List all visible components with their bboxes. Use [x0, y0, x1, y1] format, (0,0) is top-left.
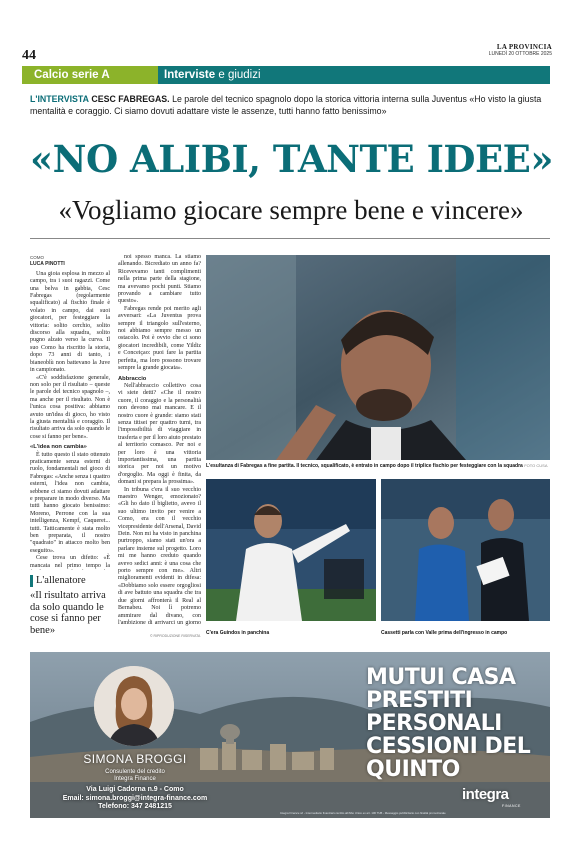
pull-quote-label: L'allenatore — [30, 575, 116, 587]
section-label: Calcio serie A — [22, 66, 158, 84]
main-photo — [206, 255, 550, 460]
section-bar — [22, 66, 550, 84]
paragraph: Cese trova un difetto: «È mancata nel primo tempo la — [30, 555, 110, 569]
pull-quote-text: «Il risultato arriva da solo quando le cose si fanno per bene» — [30, 590, 106, 636]
article-subhead: «L'idea non cambia» — [30, 444, 87, 451]
kicker-text: Le parole del tecnico spagnolo dopo la storica vittoria interna sulla Juventus «Ho visto la giusta mentalità e coraggio. Ci siamo dovuti adattare viste le assenze, tutti hanno fatto benissimo» — [30, 94, 542, 116]
section-subtitle-tail: giudizi — [227, 69, 261, 81]
byline-author: LUCA PINOTTI — [30, 261, 65, 268]
article-column-2 — [118, 254, 201, 626]
main-photo-image — [206, 255, 550, 460]
paragraph: In tribuna c'era il suo vecchio maestro Wenger, emozionato? «Gli ho dato il biglietto, avevo il suo ultimo invito per venire a Como, era con il vecchio vicepresidente dell'Arsenal, David Dein. Non mi ha visto in panchina purtroppo, siamo stati un'ora a parlare insieme sul progetto. Loro mi me hanno creduto quando avevo sedici anni: è una cosa che porto sempre con me». Altri miglioramenti evidenti in difesa: «Dobbiamo solo essere orgogliosi di ave battuto una squadra che tra due giorni affronterà il Real al Bernabeu. Noi lì potremo ammirare dal divano, con l'ambizione di arrivarci un giorno — [118, 486, 201, 626]
paragraph: Una gioia esplosa in mezzo al campo, tra i suoi ragazzi. Come una belva in gabbia, Cesc Fabregas (regolarmente squalificato) al fischio finale è volato in campo, dai suoi giocatori, per festeggiare la vittoria: solito cerchio, solito discorso alla squadra, solito pugno alzato verso la curva. Il suo Como ha riscritto la storia, dopo 73 anni di tanto, i bianeoblù non battevano la Juve in campionato. — [30, 270, 110, 374]
section-subtitle-bold: Interviste — [164, 69, 216, 81]
copyright-note: © RIPRODUZIONE RISERVATA — [150, 634, 201, 638]
consultant-email[interactable]: Email: simona.broggi@integra-finance.com — [62, 794, 208, 802]
kicker-tag: L'INTERVISTA — [30, 94, 89, 104]
consultant-name: SIMONA BROGGI — [83, 752, 187, 766]
consultant-address: Via Luigi Cadorna n.9 - Como — [86, 786, 184, 793]
consultant-portrait — [94, 666, 174, 746]
photo-cassetti-image — [381, 479, 550, 621]
kicker-name: CESC FABREGAS. — [91, 94, 170, 104]
photo-cassetti — [381, 479, 550, 621]
subheadline: «Vogliamo giocare sempre bene e vincere» — [58, 195, 524, 225]
caption-text: C'era Guindos in panchina — [206, 630, 270, 636]
masthead-brand: LA PROVINCIA — [496, 43, 552, 51]
paragraph: «C'è soddisfazione generale, non solo per il risultato – queste le parole del tecnico spagnolo –, ma anche per il risultato. Non è l'unica cosa positiva: abbiamo avuto un'idea di gioco, ho visto la giusta mentalità e coraggio. Il risultato arriva da solo quando le cose si fanno per bene». — [30, 374, 110, 440]
integra-logo: integra — [462, 786, 509, 803]
caption-text: L'esultanza di Fabregas a fine partita. Il tecnico, squalificato, è entrato in campo dopo il triplice fischio per festeggiare con la squadra — [206, 463, 523, 469]
photo-guindos — [206, 479, 376, 621]
ad-line-loans: PRESTITI PERSONALI — [366, 688, 502, 736]
paragraph: noi spesso manca. La stiamo allenando. Bicrediato un anno fa? Ricevevamo tanti complimenti nella prima parte della stagione, ma avevamo pochi punti. Stiamo provando a cambiare tutto questo». — [118, 254, 201, 305]
paragraph: Fabregas rende poi merito agli avversari: «La Juventus prova sempre il triangolo sull'esterno, noi abbiamo sempre messo un ostacolo. Poi è ovvio che ci sono giocatori incredibili, come Yildiz e Conceiçao: puoi fare la partita perfetta, ma loro possono trovare sempre la grande giocata». — [118, 305, 201, 372]
consultant-photo — [94, 666, 174, 746]
masthead — [489, 44, 552, 57]
consultant-role-line: Consulente del credito — [105, 769, 165, 775]
pull-quote — [30, 575, 116, 636]
consultant-role — [30, 769, 240, 783]
photo-caption — [381, 630, 550, 636]
photo-caption — [206, 630, 376, 636]
masthead-date: LUNEDÌ 20 OTTOBRE 2025 — [488, 51, 552, 57]
advertisement[interactable] — [30, 652, 550, 818]
paragraph: È tutto questo il stato ottenuto praticamente senza esterni di ruolo, fondamentali nel gioco di Fabregas: «Anche senza i quattro esterni, l'idea non cambia, sebbene ci siamo dovuti adattare e preparare in modo diverso. Ma tutti hanno giocato benissimo: Moreno, Perrone con la sua intelligenza, Kempf, Caqueret... tutti. Tatticamente è stata molto ben preparata, il nostro "quadrato" in attacco molto ben eseguito». — [30, 451, 110, 554]
ad-headlines — [366, 666, 550, 781]
photo-guindos-image — [206, 479, 376, 621]
paragraph: Nell'abbraccio collettivo cosa vi siete detti? «Che il nostro cuore, il coraggio e la personalità non devono mai mancare. E il nostro cuore è grande: siamo stati senza titisei per quattro turni, tra l'impossibilità di viaggiare in trasferta e per il loro aiuto prestato al territorio comasco. Per noi e per loro è una vittoria importantissima, una partita storica per noi un motivo d'orgoglio. Ma oggi è finita, da domani si prepara la prossima». — [118, 382, 201, 486]
divider — [30, 238, 550, 239]
photo-credit: FOTO CUSA — [524, 463, 548, 468]
article-subhead: Abbraccio — [118, 375, 147, 382]
consultant-phone[interactable]: Telefono: 347 2481215 — [98, 803, 172, 810]
ad-line-mortgages: MUTUI CASA — [366, 665, 516, 690]
section-subtitle — [158, 66, 550, 84]
article-column-1 — [30, 254, 110, 570]
main-photo-caption — [206, 463, 550, 469]
ad-line-salary: CESSIONI DEL QUINTO — [366, 734, 531, 782]
caption-text: Cassetti parla con Valle prima dell'ingresso in campo — [381, 630, 508, 636]
consultant-contacts — [30, 786, 240, 812]
section-subtitle-join: e — [215, 69, 228, 81]
headline: «NO ALIBI, TANTE IDEE» — [30, 137, 554, 181]
byline-place: COMO — [30, 255, 44, 260]
page-number: 44 — [22, 48, 36, 63]
ad-legal-text: Integra Finance srl - Intermediario finanziario iscritto all'Albo Unico ex art. 106 TUB - Messaggio pubblicitario con finalità promozionale — [280, 811, 446, 815]
kicker — [30, 93, 550, 117]
integra-logo-sub: FINANCE — [502, 804, 521, 808]
consultant-company: Integra Finance — [114, 776, 156, 782]
